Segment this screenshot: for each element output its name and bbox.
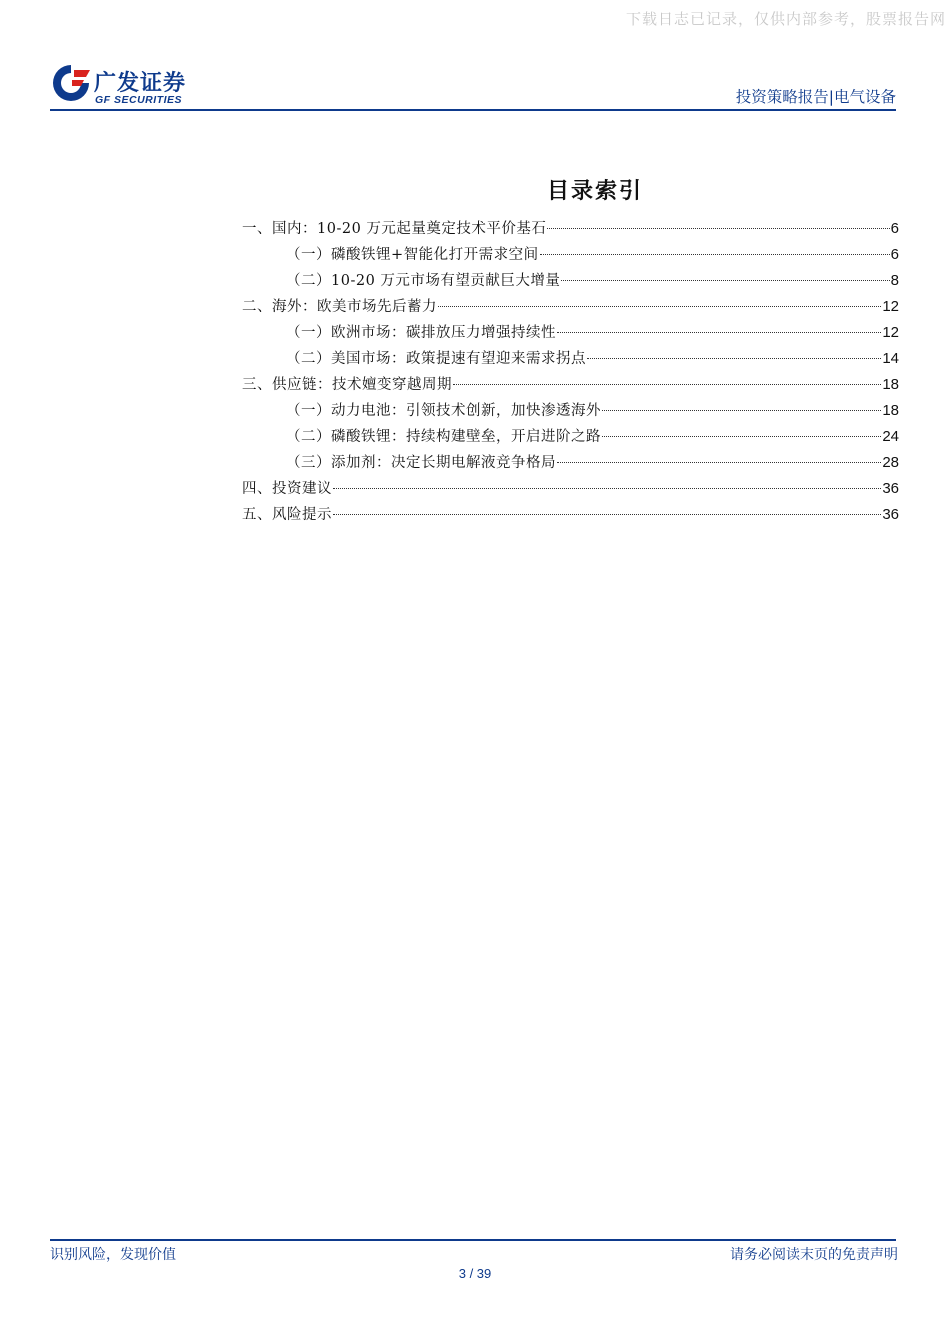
toc-entry-page: 18 — [882, 402, 899, 419]
page-header — [50, 62, 896, 112]
table-of-contents — [242, 216, 899, 528]
toc-entry-page: 12 — [882, 298, 899, 315]
toc-dot-leader — [547, 228, 889, 229]
toc-entry[interactable] — [242, 502, 899, 528]
toc-entry[interactable] — [242, 346, 899, 372]
logo-english-name: GF SECURITIES — [95, 94, 183, 106]
toc-entry-page: 36 — [882, 506, 899, 523]
toc-entry[interactable] — [242, 424, 899, 450]
report-type-label: 投资策略报告|电气设备 — [735, 88, 896, 106]
toc-entry-text: 五、风险提示 — [242, 507, 332, 523]
toc-entry[interactable] — [242, 216, 899, 242]
footer-divider — [50, 1239, 896, 1241]
toc-entry-text: （一）动力电池：引领技术创新，加快渗透海外 — [286, 403, 601, 419]
toc-entry-page: 14 — [882, 350, 899, 367]
toc-entry-text: （二）美国市场：政策提速有望迎来需求拐点 — [286, 351, 586, 367]
toc-entry-text: 三、供应链：技术嬗变穿越周期 — [242, 377, 452, 393]
page-number: 3 / 39 — [458, 1266, 492, 1281]
toc-title: 目录索引 — [546, 178, 643, 204]
toc-entry-page: 36 — [882, 480, 899, 497]
toc-dot-leader — [557, 462, 881, 463]
header-divider — [50, 109, 896, 111]
toc-entry-page: 28 — [882, 454, 899, 471]
toc-dot-leader — [561, 280, 889, 281]
toc-entry[interactable] — [242, 268, 899, 294]
toc-entry-text: （三）添加剂：决定长期电解液竞争格局 — [286, 455, 556, 471]
gf-securities-logo — [50, 62, 200, 108]
toc-entry-text: （二）磷酸铁锂：持续构建壁垒，开启进阶之路 — [286, 429, 601, 445]
logo-chinese-name: 广发证券 — [94, 71, 187, 96]
toc-entry-text: （一）磷酸铁锂+智能化打开需求空间 — [286, 247, 539, 263]
toc-dot-leader — [602, 410, 881, 411]
toc-dot-leader — [453, 384, 881, 385]
toc-entry-page: 18 — [882, 376, 899, 393]
toc-entry[interactable] — [242, 242, 899, 268]
toc-entry-text: （二）10-20 万元市场有望贡献巨大增量 — [286, 273, 561, 289]
watermark-text: 下载日志已记录，仅供内部参考，股票报告网 — [625, 10, 946, 28]
toc-entry[interactable] — [242, 398, 899, 424]
toc-dot-leader — [333, 488, 881, 489]
toc-entry-page: 6 — [890, 246, 899, 263]
toc-entry-text: 一、国内：10-20 万元起量奠定技术平价基石 — [242, 221, 547, 237]
toc-entry-text: （一）欧洲市场：碳排放压力增强持续性 — [286, 325, 556, 341]
toc-entry-page: 24 — [882, 428, 899, 445]
gf-logo-icon — [50, 62, 92, 104]
toc-entry-page: 6 — [890, 220, 899, 237]
toc-entry[interactable] — [242, 320, 899, 346]
toc-entry[interactable] — [242, 294, 899, 320]
toc-entry-text: 四、投资建议 — [242, 481, 332, 497]
toc-entry[interactable] — [242, 372, 899, 398]
toc-entry[interactable] — [242, 476, 899, 502]
toc-dot-leader — [540, 254, 890, 255]
toc-dot-leader — [438, 306, 881, 307]
footer-disclaimer-notice: 请务必阅读末页的免责声明 — [730, 1247, 898, 1263]
toc-entry-page: 12 — [882, 324, 899, 341]
footer-slogan: 识别风险，发现价值 — [50, 1247, 176, 1263]
toc-entry[interactable] — [242, 450, 899, 476]
toc-dot-leader — [587, 358, 881, 359]
toc-entry-text: 二、海外：欧美市场先后蓄力 — [242, 299, 437, 315]
toc-dot-leader — [333, 514, 881, 515]
toc-dot-leader — [602, 436, 881, 437]
toc-dot-leader — [557, 332, 881, 333]
toc-entry-page: 8 — [890, 272, 899, 289]
